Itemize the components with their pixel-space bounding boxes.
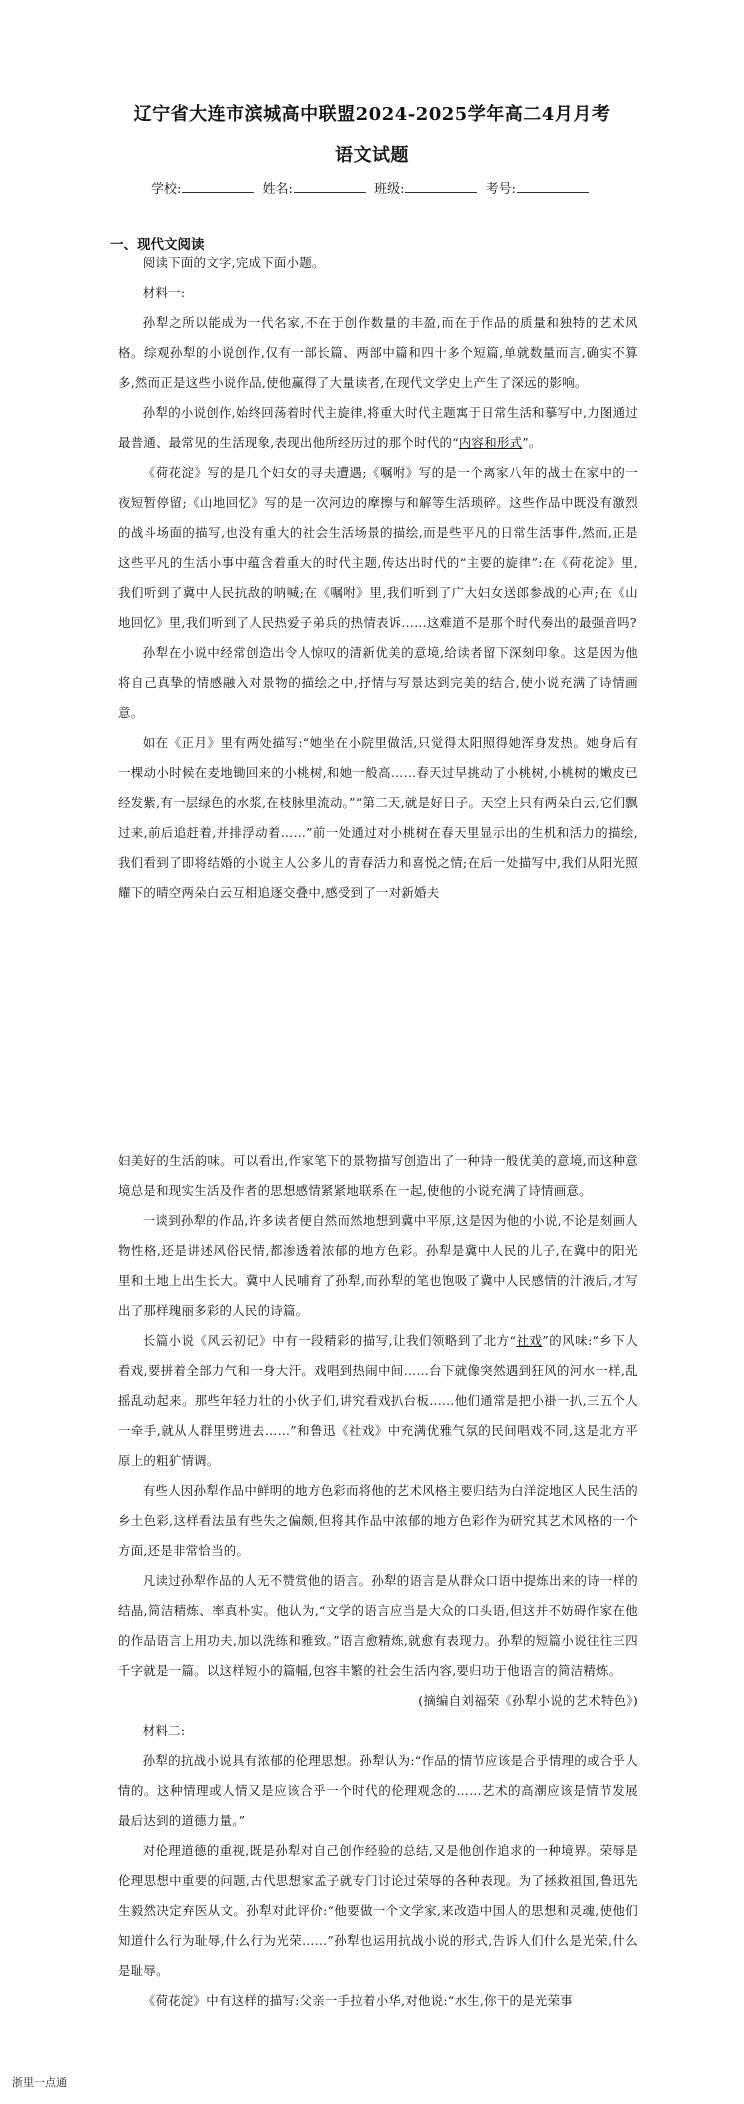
source-citation: (摘编自刘福荣《孙犁小说的艺术特色》) — [418, 1693, 638, 1708]
paragraph-continued: 妇美好的生活韵味。可以看出,作家笔下的景物描写创造出了一种诗一般优美的意境,而这种意境总是和现实生活及作者的思想感情紧紧地联系在一起,使他的小说充满了诗情画意。 — [118, 1153, 638, 1198]
paragraph: 孙犁的小说创作,始终回荡着时代主旋律,将重大时代主题寓于日常生活和摹写中,力图通过最普通、最常见的生活现象,表现出他所经历过的那个时代的“内容和形式”。 — [118, 405, 638, 450]
school-blank[interactable] — [182, 180, 254, 193]
paragraph: 对伦理道德的重视,既是孙犁对自己创作经验的总结,又是他创作追求的一种境界。荣辱是伦理思想中重要的问题,古代思想家孟子就专门讨论过荣辱的各种表现。为了拯救祖国,鲁迅先生毅然决定弃医从文。孙犁对此评价:“他要做一个文学家,来改造中国人的思想和灵魂,使他们知道什么行为耻辱,什么行为光荣……”孙犁也运用抗战小说的形式,告诉人们什么是光荣,什么是耻辱。 — [118, 1843, 638, 1978]
name-blank[interactable] — [294, 180, 366, 193]
section-heading: 一、现代文阅读 — [110, 237, 205, 253]
class-label: 班级: — [374, 182, 405, 197]
paragraph: 凡读过孙犁作品的人无不赞赏他的语言。孙犁的语言是从群众口语中提炼出来的诗一样的结晶,简洁精炼、率真朴实。他认为,“文学的语言应当是大众的口头语,但这并不妨碍作家在他的作品语言上用功夫,加以洗练和雅致。”语言愈精炼,就愈有表现力。孙犁的短篇小说往往三四千字就是一篇。以这样短小的篇幅,包容丰繁的社会生活内容,要归功于他语言的简洁精炼。 — [118, 1573, 638, 1678]
name-label: 姓名: — [262, 182, 293, 197]
paragraph: 孙犁之所以能成为一代名家,不在于创作数量的丰盈,而在于作品的质量和独特的艺术风格。综观孙犁的小说创作,仅有一部长篇、两部中篇和四十多个短篇,单就数量而言,确实不算多,然而正是这些小说作品,使他赢得了大量读者,在现代文学史上产生了深远的影响。 — [118, 315, 638, 390]
paragraph: 《荷花淀》写的是几个妇女的寻夫遭遇;《嘱咐》写的是一个离家八年的战士在家中的一夜短暂停留;《山地回忆》写的是一次河边的摩擦与和解等生活琐碎。这些作品中既没有激烈的战斗场面的描写,也没有重大的社会生活场景的描绘,而是些平凡的日常生活事件,然而,正是这些平凡的生活小事中蕴含着重大的时代主题,传达出时代的“主要的旋律”:在《荷花淀》里,我们听到了冀中人民抗敌的呐喊;在《嘱咐》里,我们听到了广大妇女送郎参战的心声;在《山地回忆》里,我们听到了人民热爱子弟兵的热情表诉……这难道不是那个时代奏出的最强音吗? — [118, 465, 638, 630]
paragraph: 孙犁在小说中经常创造出令人惊叹的清新优美的意境,给读者留下深刻印象。这是因为他将自己真挚的情感融入对景物的描绘之中,抒情与写景达到完美的结合,使小说充满了诗情画意。 — [118, 645, 638, 720]
material2-label: 材料二: — [142, 1723, 186, 1738]
id-blank[interactable] — [517, 180, 589, 193]
instruction: 阅读下面的文字,完成下面小题。 — [142, 255, 325, 270]
id-label: 考号: — [485, 182, 516, 197]
exam-title: 辽宁省大连市滨城高中联盟2024-2025学年高二4月月考 — [133, 104, 611, 125]
reading-passage-part2 — [118, 1146, 638, 2016]
student-info-line — [0, 178, 744, 197]
paragraph: 孙犁的抗战小说具有浓郁的伦理思想。孙犁认为:“作品的情节应该是合乎情理的或合乎人情的。这种情理或人情又是应该合乎一个时代的伦理观念的……艺术的高潮应该是情节发展最后达到的道德力量。” — [118, 1753, 638, 1828]
paragraph: 有些人因孙犁作品中鲜明的地方色彩而将他的艺术风格主要归结为白洋淀地区人民生活的乡土色彩,这样看法虽有些失之偏颇,但将其作品中浓郁的地方色彩作为研究其艺术风格的一个方面,还是非常恰当的。 — [118, 1483, 638, 1558]
paragraph: 一谈到孙犁的作品,许多读者便自然而然地想到冀中平原,这是因为他的小说,不论是刻画人物性格,还是讲述风俗民情,都渗透着浓郁的地方色彩。孙犁是冀中人民的儿子,在冀中的阳光里和土地上出生长大。冀中人民哺育了孙犁,而孙犁的笔也饱吸了冀中人民感情的汁液后,才写出了那样瑰丽多彩的人民的诗篇。 — [118, 1213, 638, 1318]
exam-subtitle: 语文试题 — [335, 145, 409, 166]
underlined-phrase: 内容和形式 — [458, 435, 523, 450]
footer-brand: 浙里一点通 — [12, 2076, 67, 2089]
paragraph: 长篇小说《风云初记》中有一段精彩的描写,让我们领略到了北方“社戏”的风味:“乡下人看戏,要拼着全部力气和一身大汗。戏唱到热闹中间……台下就像突然遇到狂风的河水一样,乱摇乱动起来。那些年轻力壮的小伙子们,讲究看戏扒台板……他们通常是把小褂一扒,三五个人一牵手,就从人群里劈进去……”和鲁迅《社戏》中充满优雅气氛的民间唱戏不同,这是北方平原上的粗犷情调。 — [118, 1333, 639, 1468]
school-label: 学校: — [151, 182, 182, 197]
underlined-word: 社戏 — [516, 1333, 543, 1348]
class-blank[interactable] — [405, 180, 477, 193]
paragraph: 如在《正月》里有两处描写:“她坐在小院里做活,只觉得太阳照得她浑身发热。她身后有一棵动小时候在麦地锄回来的小桃树,和她一般高……春天过早挑动了小桃树,小桃树的嫩皮已经发紫,有一层绿色的水浆,在枝脉里流动。”“第二天,就是好日子。天空上只有两朵白云,它们飘过来,前后追赶着,并排浮动着……”前一处通过对小桃树在春天里显示出的生机和活力的描绘,我们看到了即将结婚的小说主人公多儿的青春活力和喜悦之情;在后一处描写中,我们从阳光照耀下的晴空两朵白云互相追逐交叠中,感受到了一对新婚夫 — [118, 735, 638, 900]
material1-label: 材料一: — [142, 285, 186, 300]
reading-passage-part1 — [118, 248, 638, 908]
paragraph: 《荷花淀》中有这样的描写:父亲一手拉着小华,对他说:“水生,你干的是光荣事 — [142, 1993, 573, 2008]
